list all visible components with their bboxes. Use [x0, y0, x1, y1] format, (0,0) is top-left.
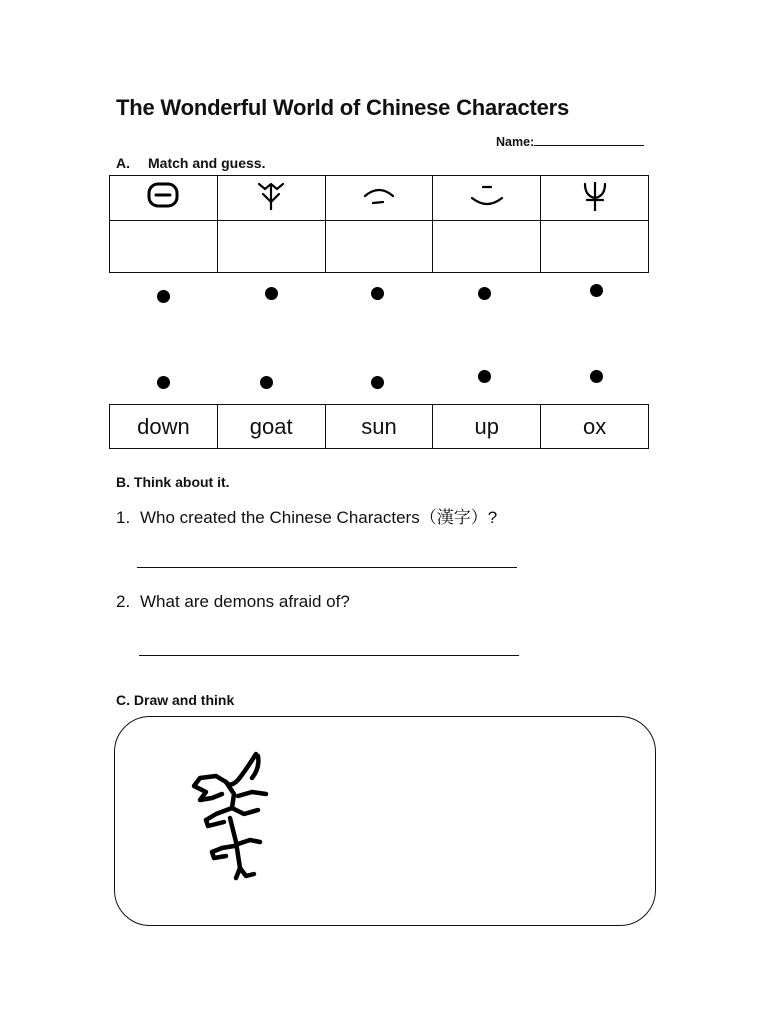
name-label: Name: — [496, 135, 535, 149]
answer-cell-2[interactable] — [217, 221, 325, 273]
answer-line-2[interactable] — [139, 655, 519, 656]
glyph-cell-5 — [541, 176, 649, 221]
glyph-cell-3 — [325, 176, 433, 221]
section-a-letter: A. — [116, 155, 130, 171]
question-1-text: Who created the Chinese Characters（漢字）? — [140, 508, 498, 527]
goat-oracle-icon — [251, 178, 291, 214]
section-b-heading: B. Think about it. — [116, 474, 230, 490]
answer-cell-5[interactable] — [541, 221, 649, 273]
glyph-cell-4 — [433, 176, 541, 221]
ancient-character-drawing-icon — [186, 748, 276, 883]
question-1-number: 1. — [116, 508, 131, 527]
page-title: The Wonderful World of Chinese Characters — [116, 95, 570, 120]
question-2-number: 2. — [116, 592, 131, 611]
question-2 — [116, 592, 350, 612]
section-c-heading: C. Draw and think — [116, 692, 235, 708]
question-2-text: What are demons afraid of? — [140, 592, 350, 611]
match-dot-bottom-1[interactable] — [157, 376, 170, 389]
word-table — [109, 404, 649, 449]
match-dot-bottom-5[interactable] — [590, 370, 603, 383]
word-cell-down: down — [110, 405, 218, 449]
ox-oracle-icon — [575, 178, 615, 214]
answer-cell-1[interactable] — [110, 221, 218, 273]
answer-line-1[interactable] — [137, 567, 517, 568]
word-cell-up: up — [433, 405, 541, 449]
match-dot-top-3[interactable] — [371, 287, 384, 300]
section-a-title: Match and guess. — [148, 155, 266, 171]
section-a-heading — [116, 155, 265, 171]
answer-cell-3[interactable] — [325, 221, 433, 273]
word-cell-goat: goat — [217, 405, 325, 449]
name-field[interactable] — [496, 134, 644, 149]
down-oracle-icon — [359, 178, 399, 214]
glyph-table — [109, 175, 649, 273]
match-dot-bottom-4[interactable] — [478, 370, 491, 383]
glyph-cell-2 — [217, 176, 325, 221]
match-dot-top-4[interactable] — [478, 287, 491, 300]
match-dot-top-1[interactable] — [157, 290, 170, 303]
match-dot-top-5[interactable] — [590, 284, 603, 297]
sun-oracle-icon — [143, 178, 183, 214]
word-cell-ox: ox — [541, 405, 649, 449]
glyph-cell-1 — [110, 176, 218, 221]
word-cell-sun: sun — [325, 405, 433, 449]
name-blank-line[interactable] — [534, 134, 644, 146]
match-dot-bottom-3[interactable] — [371, 376, 384, 389]
match-dot-bottom-2[interactable] — [260, 376, 273, 389]
question-1 — [116, 503, 497, 528]
up-oracle-icon — [467, 178, 507, 214]
match-dot-top-2[interactable] — [265, 287, 278, 300]
answer-cell-4[interactable] — [433, 221, 541, 273]
